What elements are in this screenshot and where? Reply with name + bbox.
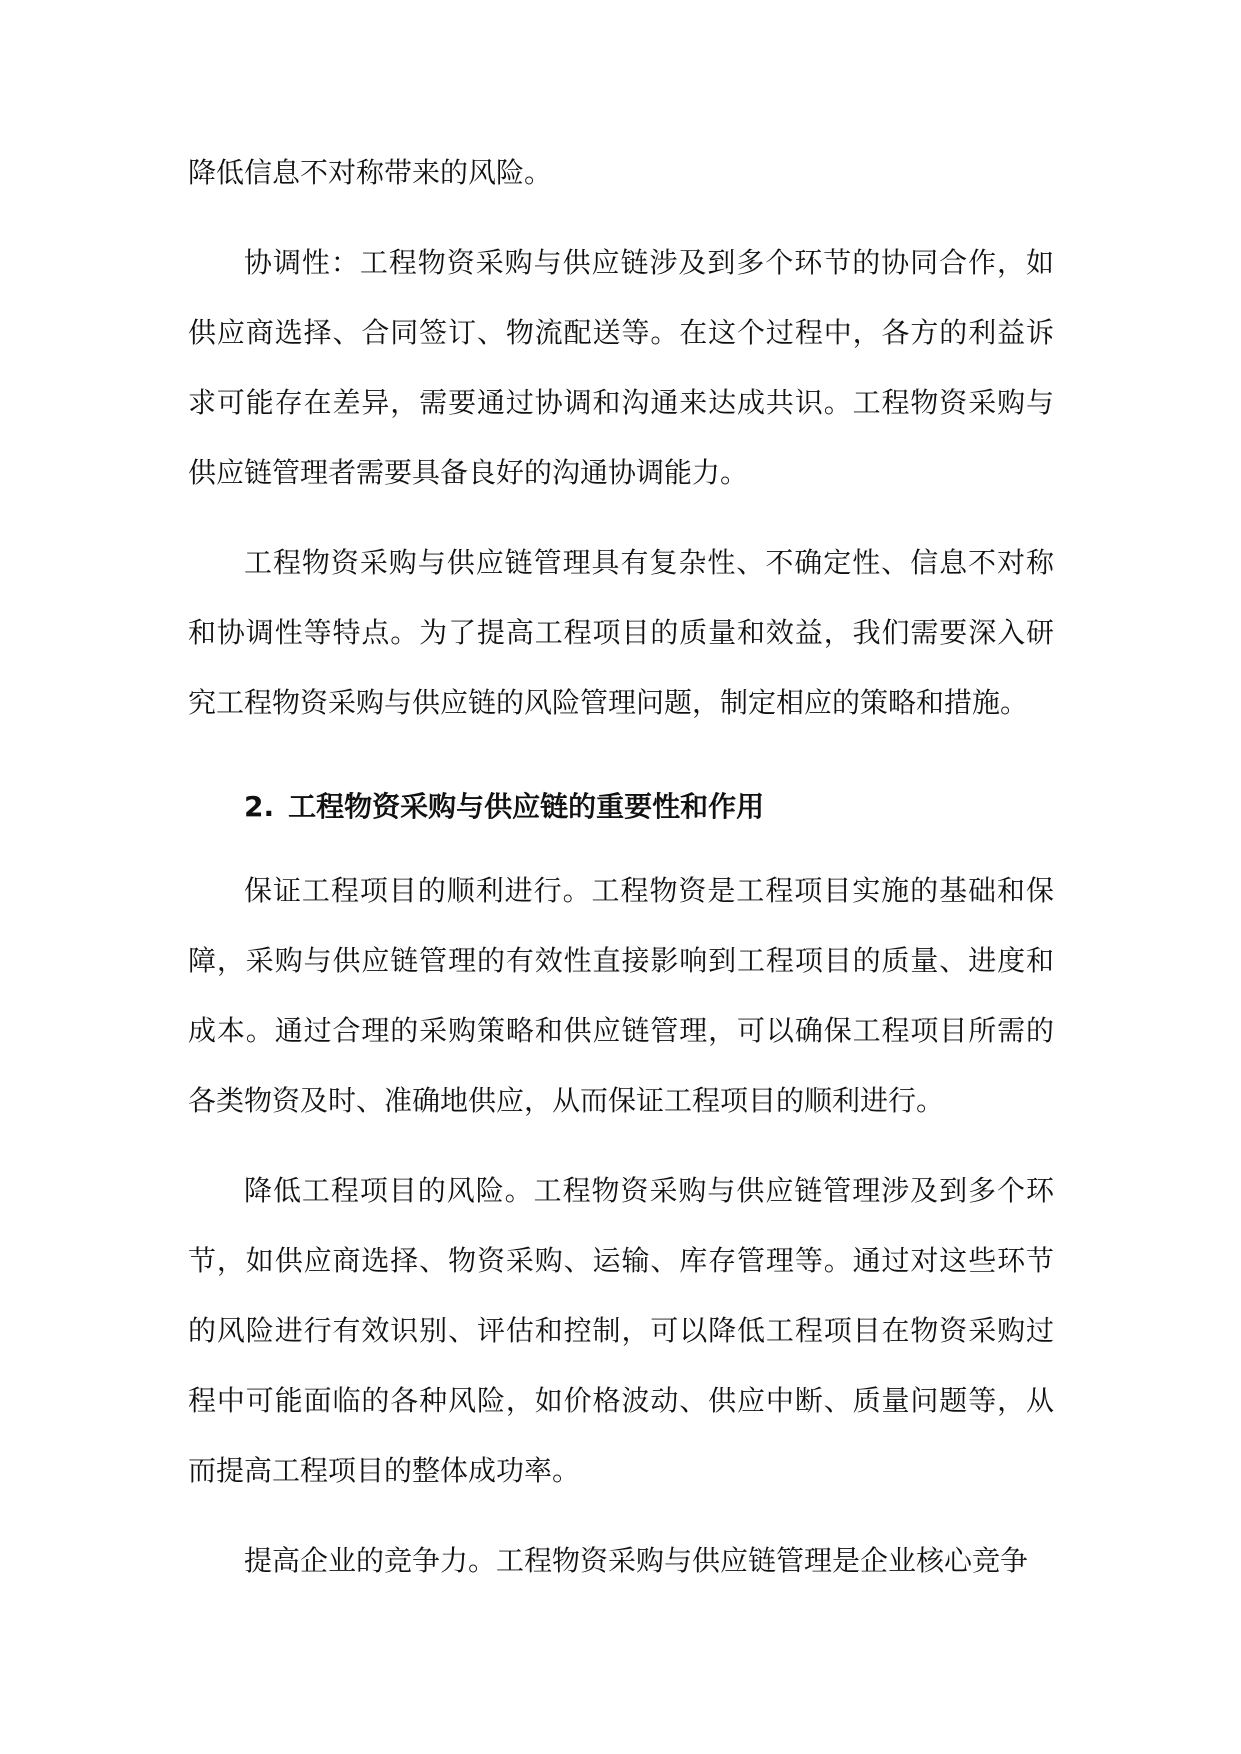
paragraph-ensure-progress: 保证工程项目的顺利进行。工程物资是工程项目实施的基础和保障，采购与供应链管理的有效性直接影响到工程项目的质量、进度和成本。通过合理的采购策略和供应链管理，可以确保工程项目所需的各类物资及时、准确地供应，从而保证工程项目的顺利进行。 xyxy=(188,874,1054,1117)
document-page xyxy=(188,138,1054,1616)
paragraph-reduce-risk: 降低工程项目的风险。工程物资采购与供应链管理涉及到多个环节，如供应商选择、物资采购、运输、库存管理等。通过对这些环节的风险进行有效识别、评估和控制，可以降低工程项目在物资采购过程中可能面临的各种风险，如价格波动、供应中断、质量问题等，从而提高工程项目的整体成功率。 xyxy=(188,1174,1054,1487)
section-title: 工程物资采购与供应链的重要性和作用 xyxy=(288,790,765,823)
paragraph-summary: 工程物资采购与供应链管理具有复杂性、不确定性、信息不对称和协调性等特点。为了提高工程项目的质量和效益，我们需要深入研究工程物资采购与供应链的风险管理问题，制定相应的策略和措施。 xyxy=(188,546,1054,719)
section-heading xyxy=(188,772,1054,842)
paragraph-competitiveness: 提高企业的竞争力。工程物资采购与供应链管理是企业核心竞争 xyxy=(244,1544,1029,1577)
section-number: 2. xyxy=(244,790,275,823)
paragraph-continued: 降低信息不对称带来的风险。 xyxy=(188,156,553,189)
paragraph-coordination: 协调性：工程物资采购与供应链涉及到多个环节的协同合作，如供应商选择、合同签订、物流配送等。在这个过程中，各方的利益诉求可能存在差异，需要通过协调和沟通来达成共识。工程物资采购与供应链管理者需要具备良好的沟通协调能力。 xyxy=(188,246,1054,489)
